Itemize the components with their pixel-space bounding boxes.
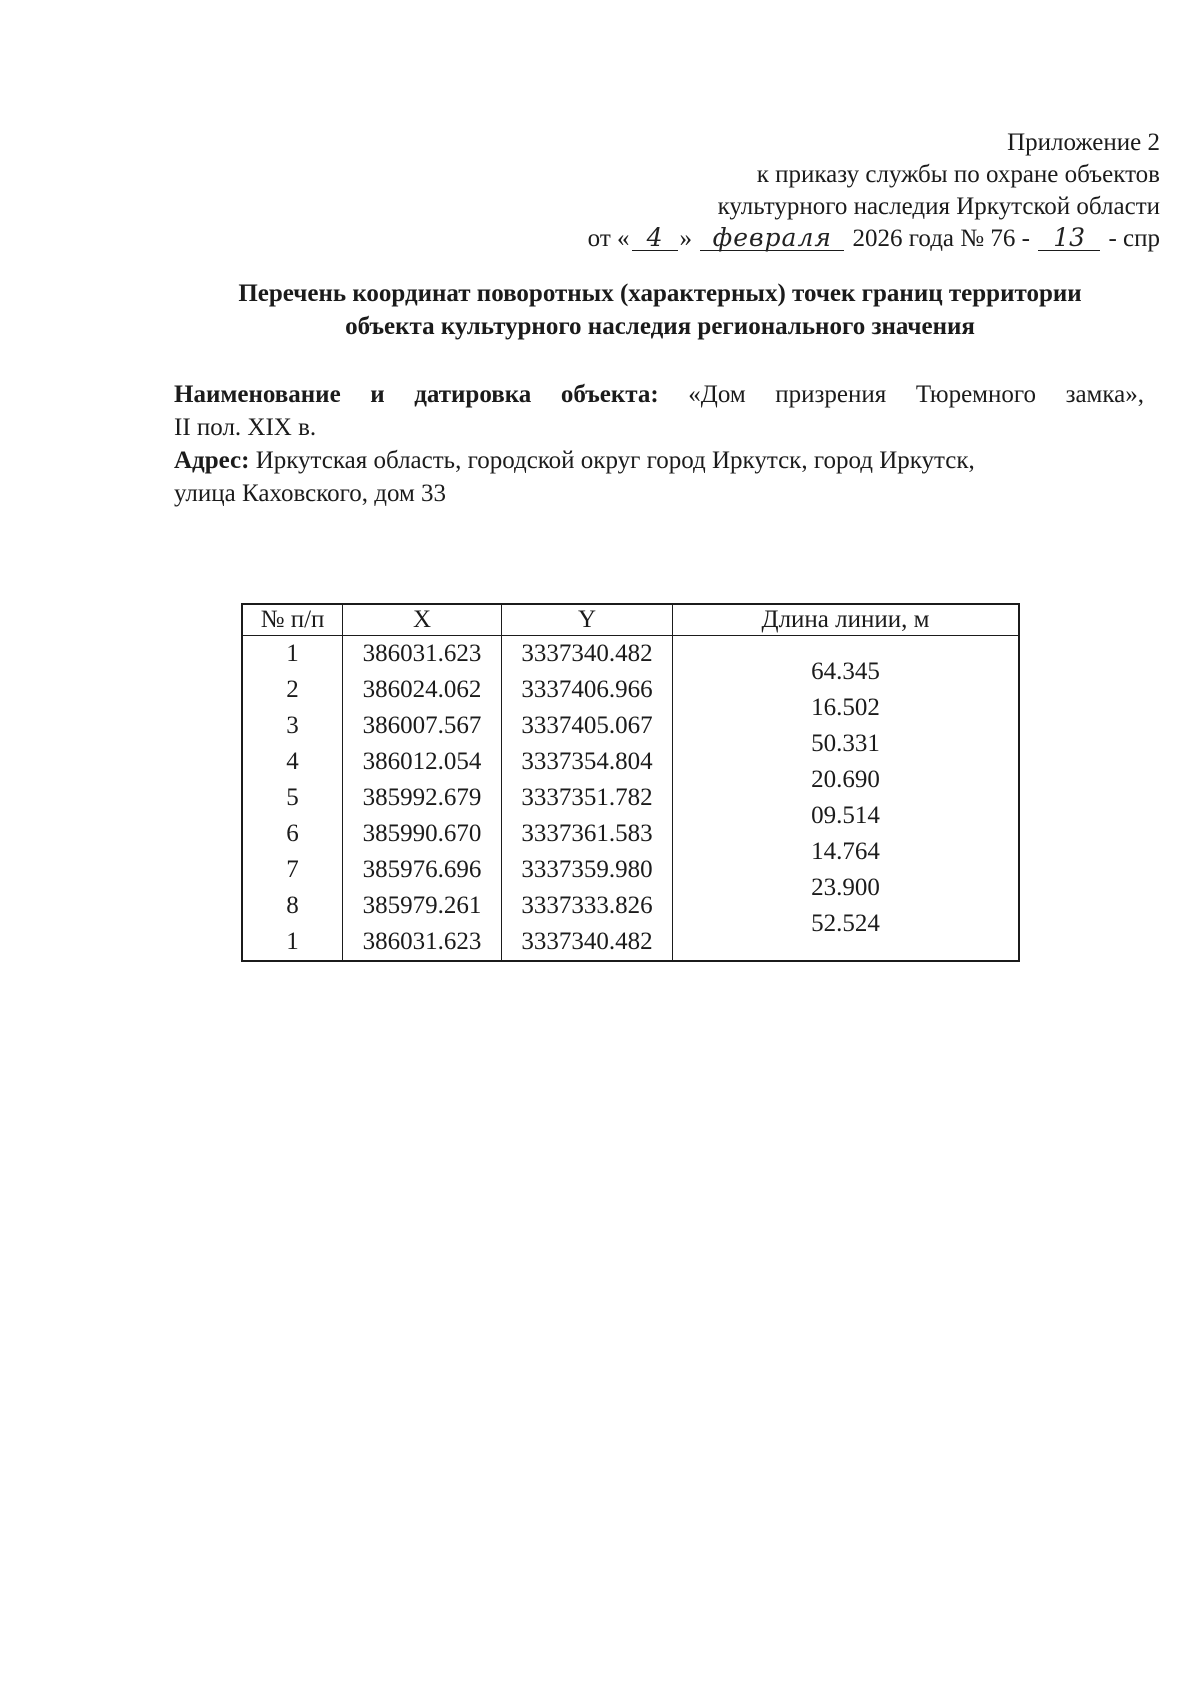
object-description (174, 378, 1144, 510)
point-number: 3 (286, 712, 299, 739)
appendix-number: Приложение 2 (1007, 129, 1160, 156)
handwritten-order-number: 13 (1038, 226, 1100, 251)
point-number: 5 (286, 784, 299, 811)
line-length: 09.514 (811, 802, 880, 829)
coordinates-table (241, 603, 1020, 962)
table-header-row (242, 604, 1019, 636)
x-value: 385990.670 (362, 820, 482, 847)
line-length: 14.764 (811, 838, 880, 865)
y-value: 3337333.826 (521, 892, 653, 919)
point-number: 1 (286, 928, 299, 955)
object-date-line: II пол. XIX в. (174, 414, 317, 441)
appendix-header (460, 127, 1160, 255)
y-value: 3337340.482 (521, 640, 653, 667)
handwritten-month: февраля (700, 226, 844, 251)
column-number (242, 636, 343, 962)
object-address-line (174, 444, 1144, 477)
line-length: 23.900 (811, 874, 880, 901)
point-number: 8 (286, 892, 299, 919)
line-length: 52.524 (811, 910, 880, 937)
x-value: 385979.261 (362, 892, 482, 919)
point-number: 4 (286, 748, 299, 775)
header-length: Длина линии, м (673, 604, 1020, 636)
y-value: 3337359.980 (521, 856, 653, 883)
y-value: 3337354.804 (521, 748, 653, 775)
header-x: X (343, 604, 502, 636)
x-value: 385976.696 (362, 856, 482, 883)
date-prefix: от « (587, 225, 630, 252)
line-length: 50.331 (811, 730, 880, 757)
title-line-2: объекта культурного наследия регионального значения (345, 313, 975, 340)
column-length (673, 636, 1020, 962)
y-value: 3337361.583 (521, 820, 653, 847)
y-value: 3337340.482 (521, 928, 653, 955)
point-number: 6 (286, 820, 299, 847)
x-value: 386012.054 (362, 748, 482, 775)
date-mid: » (679, 225, 693, 252)
date-year-text: 2026 года № 76 - (852, 225, 1030, 252)
appendix-date-line (460, 223, 1160, 255)
object-address-line-2: улица Каховского, дом 33 (174, 480, 447, 507)
order-suffix: - спр (1108, 225, 1160, 252)
address-value: Иркутская область, городской округ город Иркутск, город Иркутск, (255, 447, 975, 474)
y-value: 3337406.966 (521, 676, 653, 703)
x-value: 386024.062 (362, 676, 482, 703)
object-name-line (174, 378, 1144, 411)
line-length: 20.690 (811, 766, 880, 793)
point-number: 1 (286, 640, 299, 667)
column-x (343, 636, 502, 962)
point-number: 7 (286, 856, 299, 883)
header-y: Y (502, 604, 673, 636)
column-y (502, 636, 673, 962)
document-title (160, 277, 1160, 343)
y-value: 3337405.067 (521, 712, 653, 739)
object-name-label: Наименование и датировка объекта: (174, 381, 659, 408)
x-value: 386031.623 (362, 640, 482, 667)
x-value: 386007.567 (362, 712, 482, 739)
x-value: 386031.623 (362, 928, 482, 955)
title-line-1: Перечень координат поворотных (характерных) точек границ территории (238, 280, 1082, 307)
address-label: Адрес: (174, 447, 250, 474)
header-number: № п/п (242, 604, 343, 636)
table-body-row (242, 636, 1019, 962)
line-length: 64.345 (811, 658, 880, 685)
appendix-authority: культурного наследия Иркутской области (717, 193, 1160, 220)
y-value: 3337351.782 (521, 784, 653, 811)
appendix-order-ref: к приказу службы по охране объектов (756, 161, 1160, 188)
point-number: 2 (286, 676, 299, 703)
handwritten-day: 4 (632, 226, 678, 251)
x-value: 385992.679 (362, 784, 482, 811)
line-length: 16.502 (811, 694, 880, 721)
object-name-value: «Дом призрения Тюремного замка», (688, 381, 1144, 408)
